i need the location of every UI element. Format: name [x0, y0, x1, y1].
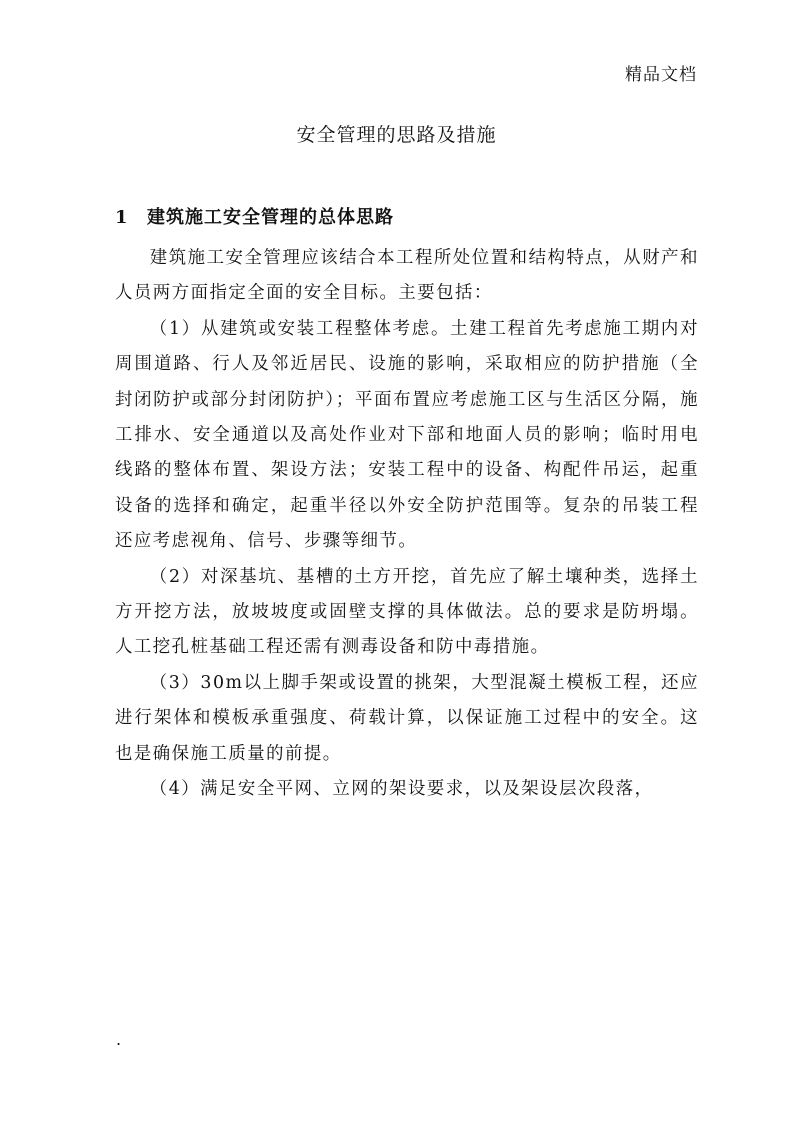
paragraph-item-3: （3）30m以上脚手架或设置的挑架，大型混凝土模板工程，还应进行架体和模板承重强度、荷载计算，以保证施工过程中的安全。这也是确保施工质量的前提。	[115, 672, 699, 764]
paragraph-item-2: （2）对深基坑、基槽的土方开挖，首先应了解土壤种类，选择土方开挖方法，放坡坡度或固壁支撑的具体做法。总的要求是防坍塌。人工挖孔桩基础工程还需有测毒设备和防中毒措施。	[115, 566, 699, 658]
section-heading-text: 建筑施工安全管理的总体思路	[147, 207, 394, 228]
paragraph-item-1: （1）从建筑或安装工程整体考虑。土建工程首先考虑施工期内对周围道路、行人及邻近居民、设施的影响，采取相应的防护措施（全封闭防护或部分封闭防护）；平面布置应考虑施工区与生活区分隔，施工排水、安全通道以及高处作业对下部和地面人员的影响；临时用电线路的整体布置、架设方法；安装工程中的设备、构配件吊运，起重设备的选择和确定，起重半径以外安全防护范围等。复杂的吊装工程还应考虑视角、信号、步骤等细节。	[115, 318, 699, 552]
paragraph-item-4: （4）满足安全平网、立网的架设要求，以及架设层次段落，	[149, 779, 654, 800]
document-body	[115, 241, 699, 808]
paragraph-intro: 建筑施工安全管理应该结合本工程所处位置和结构特点，从财产和人员两方面指定全面的安全目标。主要包括：	[115, 248, 699, 304]
header-tag: 精品文档	[625, 65, 697, 85]
section-heading	[115, 203, 394, 229]
footer-mark: .	[116, 1030, 122, 1049]
section-number: 1	[115, 207, 129, 228]
page-title: 安全管理的思路及措施	[296, 124, 497, 146]
